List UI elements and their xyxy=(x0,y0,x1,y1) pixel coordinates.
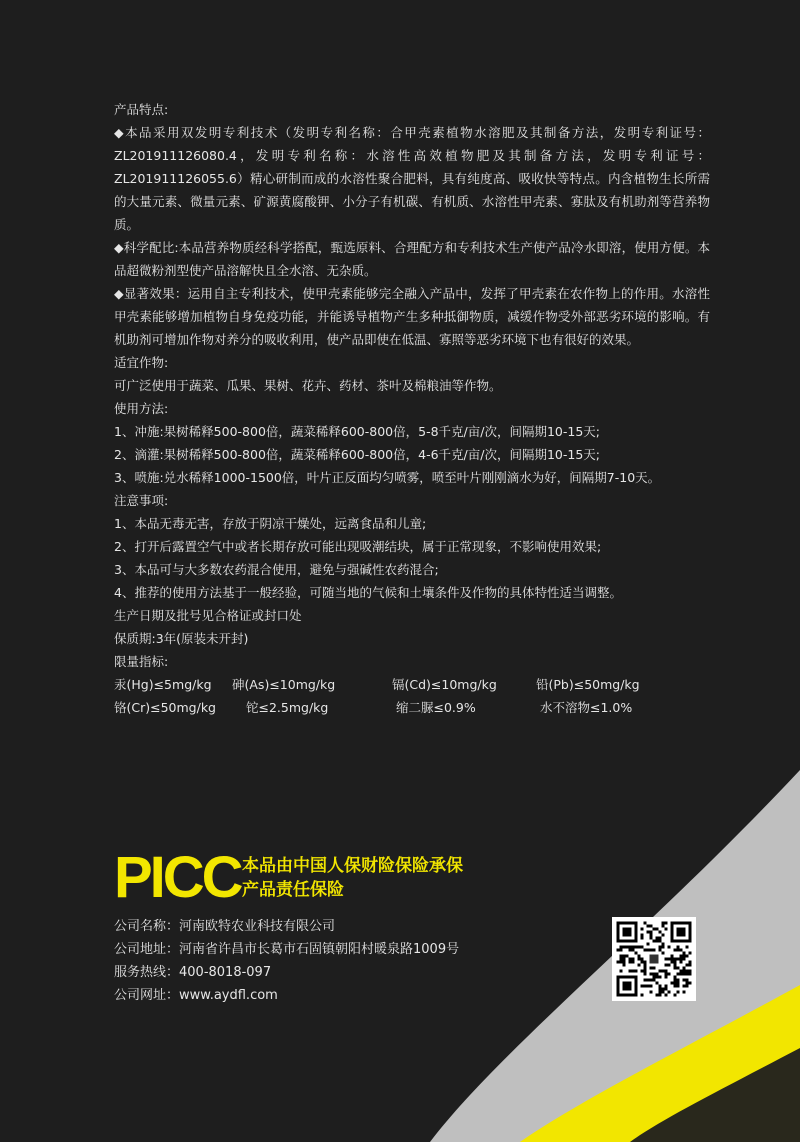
limit-value: 缩二脲≤0.9% xyxy=(396,700,476,715)
qr-module xyxy=(683,985,686,988)
qr-module xyxy=(680,958,683,961)
qr-module xyxy=(659,988,662,991)
qr-module xyxy=(683,991,686,994)
qr-module xyxy=(635,970,638,973)
qr-module xyxy=(662,952,665,955)
qr-module xyxy=(629,961,632,964)
qr-module xyxy=(686,973,689,976)
qr-module xyxy=(659,994,662,997)
qr-module xyxy=(650,934,653,937)
qr-module xyxy=(644,964,647,967)
qr-center xyxy=(650,955,659,964)
qr-module xyxy=(653,976,656,979)
qr-module xyxy=(680,970,683,973)
qr-module xyxy=(632,970,635,973)
qr-module xyxy=(641,970,644,973)
qr-module xyxy=(674,961,677,964)
limit-value: 汞(Hg)≤5mg/kg xyxy=(114,677,212,692)
qr-module xyxy=(644,973,647,976)
qr-module xyxy=(665,922,668,925)
qr-module xyxy=(653,967,656,970)
qr-module xyxy=(629,970,632,973)
qr-module xyxy=(662,946,665,949)
qr-finder xyxy=(677,928,686,937)
company-address: 公司地址：河南省许昌市长葛市石固镇朝阳村暖泉路1009号 xyxy=(114,942,460,957)
qr-module xyxy=(671,982,674,985)
qr-module xyxy=(662,988,665,991)
qr-module xyxy=(656,976,659,979)
qr-module xyxy=(656,940,659,943)
crops-text: 可广泛使用于蔬菜、瓜果、果树、花卉、药材、茶叶及棉粮油等作物。 xyxy=(114,378,502,393)
qr-module xyxy=(662,943,665,946)
qr-module xyxy=(638,958,641,961)
qr-module xyxy=(689,964,692,967)
qr-module xyxy=(659,985,662,988)
qr-module xyxy=(650,973,653,976)
qr-module xyxy=(650,925,653,928)
qr-module xyxy=(641,985,644,988)
qr-module xyxy=(677,979,680,982)
qr-module xyxy=(680,949,683,952)
qr-module xyxy=(647,943,650,946)
qr-module xyxy=(665,958,668,961)
limit-value: 铊≤2.5mg/kg xyxy=(246,700,329,715)
qr-module xyxy=(635,952,638,955)
qr-module xyxy=(668,964,671,967)
limit-value: 砷(As)≤10mg/kg xyxy=(232,677,336,692)
picc-line-1: 本品由中国人保财险保险承保 xyxy=(242,856,463,876)
picc-insurance-banner xyxy=(114,845,614,910)
qr-module xyxy=(659,946,662,949)
qr-module xyxy=(659,976,662,979)
qr-module xyxy=(653,979,656,982)
qr-module xyxy=(677,967,680,970)
qr-module xyxy=(689,970,692,973)
qr-module xyxy=(683,973,686,976)
qr-module xyxy=(689,952,692,955)
qr-finder xyxy=(623,982,632,991)
qr-finder xyxy=(623,928,632,937)
product-description xyxy=(114,98,710,719)
limit-value: 铅(Pb)≤50mg/kg xyxy=(536,677,640,692)
qr-module xyxy=(653,973,656,976)
qr-module xyxy=(647,949,650,952)
qr-module xyxy=(650,937,653,940)
limits-row xyxy=(114,673,710,696)
limits-title: 限量指标: xyxy=(114,654,169,669)
qr-module xyxy=(644,985,647,988)
qr-module xyxy=(656,982,659,985)
qr-module xyxy=(677,985,680,988)
production-date: 生产日期及批号见合格证或封口处 xyxy=(114,608,302,623)
qr-module xyxy=(632,946,635,949)
limit-value: 铬(Cr)≤50mg/kg xyxy=(114,700,216,715)
qr-module xyxy=(659,931,662,934)
qr-module xyxy=(674,958,677,961)
qr-module xyxy=(683,952,686,955)
notes-title: 注意事项: xyxy=(114,493,169,508)
limit-value: 镉(Cd)≤10mg/kg xyxy=(392,677,497,692)
picc-line-2: 产品责任保险 xyxy=(242,880,344,900)
qr-module xyxy=(638,955,641,958)
qr-module xyxy=(677,973,680,976)
usage-item: 2、滴灌:果树稀释500-800倍，蔬菜稀释600-800倍，4-6千克/亩/次，间隔期10-15天; xyxy=(114,447,600,462)
qr-module xyxy=(632,961,635,964)
qr-module xyxy=(686,964,689,967)
qr-module xyxy=(671,958,674,961)
qr-module xyxy=(689,961,692,964)
qr-module xyxy=(668,973,671,976)
qr-module xyxy=(683,955,686,958)
qr-module xyxy=(650,949,653,952)
limit-value: 水不溶物≤1.0% xyxy=(540,700,633,715)
feature-patent: ◆本品采用双发明专利技术（发明专利名称：合甲壳素植物水溶肥及其制备方法，发明专利证号：ZL201911126080.4，发明专利名称：水溶性高效植物肥及其制备方法，发明专利证号：ZL201911126055.6）精心研制而成的水溶性聚合肥料，具有纯度高、吸收快等特点。内含植物生长所需的大量元素、微量元素、矿源黄腐酸钾、小分子有机碳、有机质、水溶性甲壳素、寡肽及有机助剂等营养物质。 xyxy=(114,125,710,232)
qr-module xyxy=(674,985,677,988)
usage-title: 使用方法: xyxy=(114,401,169,416)
qr-module xyxy=(650,931,653,934)
qr-module xyxy=(644,979,647,982)
qr-module xyxy=(632,958,635,961)
qr-module xyxy=(668,991,671,994)
qr-module xyxy=(686,946,689,949)
qr-module xyxy=(629,949,632,952)
qr-module xyxy=(674,967,677,970)
qr-module xyxy=(683,967,686,970)
note-item: 2、打开后露置空气中或者长期存放可能出现吸潮结块，属于正常现象，不影响使用效果; xyxy=(114,539,602,554)
qr-module xyxy=(623,964,626,967)
qr-module xyxy=(677,946,680,949)
qr-module xyxy=(617,961,620,964)
qr-module xyxy=(638,946,641,949)
qr-module xyxy=(650,985,653,988)
qr-module xyxy=(617,949,620,952)
qr-module xyxy=(662,934,665,937)
qr-module xyxy=(647,979,650,982)
qr-module xyxy=(686,970,689,973)
usage-item: 1、冲施:果树稀释500-800倍，蔬菜稀释600-800倍，5-8千克/亩/次，间隔期10-15天; xyxy=(114,424,600,439)
qr-module xyxy=(674,976,677,979)
qr-module xyxy=(680,973,683,976)
qr-module xyxy=(665,988,668,991)
qr-module xyxy=(656,973,659,976)
qr-module xyxy=(668,958,671,961)
qr-module xyxy=(644,967,647,970)
qr-module xyxy=(632,949,635,952)
qr-module xyxy=(680,955,683,958)
qr-module xyxy=(683,970,686,973)
qr-module xyxy=(659,937,662,940)
qr-module xyxy=(629,958,632,961)
qr-module xyxy=(641,937,644,940)
qr-module xyxy=(620,946,623,949)
qr-module xyxy=(671,955,674,958)
qr-module xyxy=(620,958,623,961)
qr-module xyxy=(659,970,662,973)
qr-module xyxy=(686,955,689,958)
qr-module xyxy=(665,994,668,997)
picc-statement xyxy=(242,854,463,902)
qr-module xyxy=(662,922,665,925)
qr-module xyxy=(668,946,671,949)
qr-module xyxy=(650,979,653,982)
qr-module xyxy=(650,967,653,970)
qr-module xyxy=(665,964,668,967)
qr-module xyxy=(665,976,668,979)
note-item: 1、本品无毒无害，存放于阴凉干燥处，远离食品和儿童; xyxy=(114,516,427,531)
qr-module xyxy=(677,949,680,952)
qr-module xyxy=(650,991,653,994)
qr-module xyxy=(620,970,623,973)
qr-module xyxy=(641,928,644,931)
qr-module xyxy=(689,973,692,976)
limits-row xyxy=(114,696,710,719)
qr-module xyxy=(665,928,668,931)
crops-title: 适宜作物: xyxy=(114,355,169,370)
qr-module xyxy=(674,964,677,967)
company-info xyxy=(114,915,594,1007)
qr-module xyxy=(680,961,683,964)
qr-module xyxy=(674,949,677,952)
qr-module xyxy=(665,973,668,976)
qr-module xyxy=(683,958,686,961)
qr-module xyxy=(623,961,626,964)
qr-module xyxy=(659,949,662,952)
qr-module xyxy=(662,970,665,973)
company-name: 公司名称：河南欧特农业科技有限公司 xyxy=(114,919,336,934)
note-item: 3、本品可与大多数农药混合使用，避免与强碱性农药混合; xyxy=(114,562,439,577)
qr-module xyxy=(653,928,656,931)
qr-module xyxy=(665,985,668,988)
qr-module xyxy=(683,979,686,982)
qr-module xyxy=(686,979,689,982)
qr-module xyxy=(620,949,623,952)
qr-module xyxy=(644,961,647,964)
qr-module xyxy=(647,931,650,934)
qr-module xyxy=(686,982,689,985)
qr-module xyxy=(644,949,647,952)
qr-module xyxy=(656,937,659,940)
qr-module xyxy=(623,958,626,961)
qr-module xyxy=(656,994,659,997)
qr-code-icon xyxy=(612,917,696,1001)
qr-module xyxy=(674,982,677,985)
qr-module xyxy=(641,946,644,949)
qr-module xyxy=(659,991,662,994)
qr-module xyxy=(656,928,659,931)
qr-module xyxy=(623,946,626,949)
qr-module xyxy=(623,955,626,958)
qr-module xyxy=(641,961,644,964)
qr-module xyxy=(638,964,641,967)
note-item: 4、推荐的使用方法基于一般经验，可随当地的气候和土壤条件及作物的具体特性适当调整。 xyxy=(114,585,622,600)
qr-module xyxy=(674,979,677,982)
feature-formula: ◆科学配比:本品营养物质经科学搭配，甄选原料、合理配方和专利技术生产使产品冷水即溶，使用方便。本品超微粉剂型使产品溶解快且全水溶、无杂质。 xyxy=(114,240,710,278)
qr-module xyxy=(635,946,638,949)
qr-module xyxy=(659,940,662,943)
qr-module xyxy=(647,985,650,988)
qr-module xyxy=(641,958,644,961)
qr-module xyxy=(671,961,674,964)
usage-item: 3、喷施:兑水稀释1000-1500倍，叶片正反面均匀喷雾，喷至叶片刚刚滴水为好，间隔期7-10天。 xyxy=(114,470,661,485)
qr-module xyxy=(686,985,689,988)
qr-module xyxy=(677,982,680,985)
qr-module xyxy=(644,922,647,925)
qr-module xyxy=(647,925,650,928)
qr-module xyxy=(641,994,644,997)
qr-module xyxy=(662,925,665,928)
qr-module xyxy=(629,946,632,949)
qr-module xyxy=(677,958,680,961)
picc-logo: PICC xyxy=(114,845,241,910)
qr-module xyxy=(689,982,692,985)
qr-module xyxy=(644,970,647,973)
qr-module xyxy=(653,949,656,952)
shelf-life: 保质期:3年(原装未开封) xyxy=(114,631,249,646)
qr-module xyxy=(662,991,665,994)
qr-module xyxy=(626,955,629,958)
feature-effect: ◆显著效果：运用自主专利技术，使甲壳素能够完全融入产品中，发挥了甲壳素在农作物上的作用。水溶性甲壳素能够增加植物自身免疫功能，并能诱导植物产生多种抵御物质，减缓作物受外部恶劣环境的影响。有机助剂可增加作物对养分的吸收利用，使产品即使在低温、寡照等恶劣环境下也有很好的效果。 xyxy=(114,286,710,347)
qr-module xyxy=(641,934,644,937)
features-title: 产品特点: xyxy=(114,102,169,117)
company-website: 公司网址：www.aydfl.com xyxy=(114,988,278,1003)
qr-module xyxy=(677,991,680,994)
qr-module xyxy=(674,994,677,997)
qr-module xyxy=(620,961,623,964)
qr-module xyxy=(620,955,623,958)
qr-module xyxy=(653,940,656,943)
qr-module xyxy=(626,946,629,949)
company-hotline: 服务热线：400-8018-097 xyxy=(114,965,272,980)
qr-module xyxy=(665,970,668,973)
